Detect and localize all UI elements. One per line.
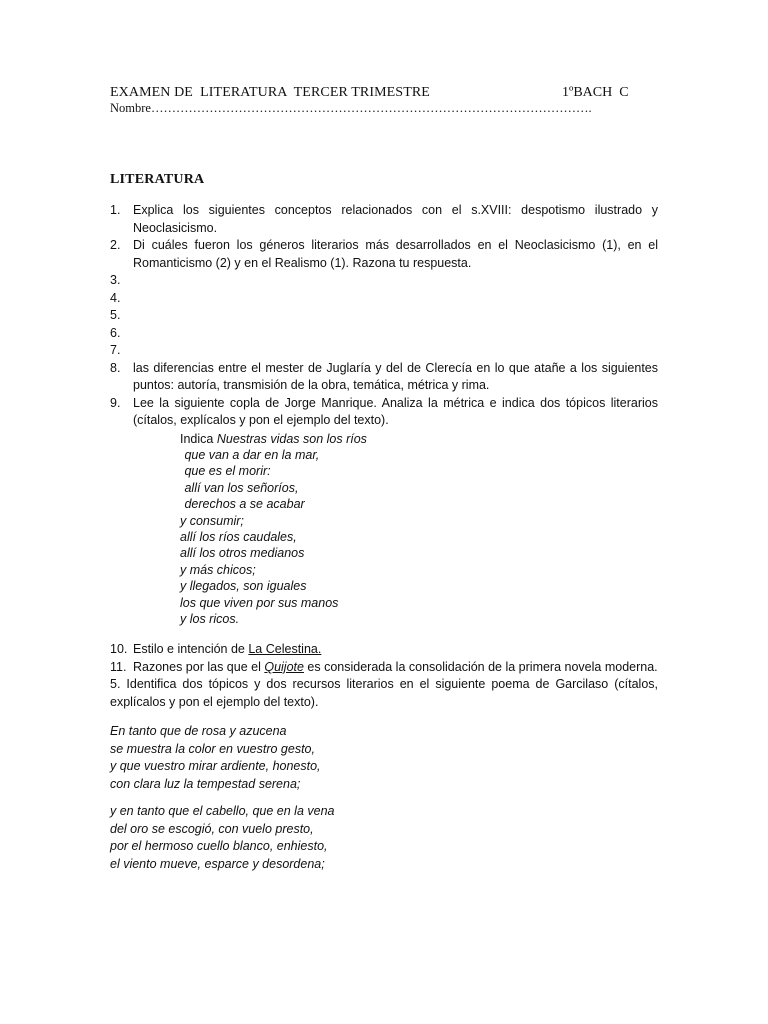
copla-line: allí los otros medianos [180,546,305,561]
question-text-part: es considerada la consolidación de la primera novela moderna. [303,659,658,674]
question-number: 5. [110,308,121,322]
copla-line: y consumir; [180,513,244,528]
question-5-garcilaso: 5. Identifica dos tópicos y dos recursos literarios en el siguiente poema de Garcilaso (cítalos, explícalos y pon el ejemplo del texto). [110,677,658,709]
question-text-part: Estilo e intención de [133,642,249,657]
question-11 [110,659,658,677]
copla-line: los que viven por sus manos [180,595,339,610]
question-text [133,272,658,290]
copla-line: y más chicos; [180,562,256,577]
garcilaso-stanza-1 [110,723,658,793]
question-text [133,290,658,308]
poem-line: el viento mueve, esparce y desordena; [110,856,325,871]
question-6 [110,325,658,343]
question-text [133,342,658,360]
copla-line-text: Nuestras vidas son los ríos [216,431,367,446]
question-4 [110,290,658,308]
copla-line: allí los ríos caudales, [180,529,297,544]
copla-line: que van a dar en la mar, [181,447,320,462]
question-text [133,659,658,677]
garcilaso-stanza-2 [110,803,658,873]
copla-line: y llegados, son iguales [180,579,307,594]
poem-line: se muestra la color en vuestro gesto, [110,741,315,756]
question-9 [110,395,658,430]
question-number: 11. [110,659,127,674]
manrique-copla [180,431,658,628]
poem-line: del oro se escogió, con vuelo presto, [110,821,314,836]
question-2 [110,237,658,272]
question-3 [110,272,658,290]
question-text [133,307,658,325]
question-number: 1. [110,203,121,217]
question-text [133,641,658,659]
question-text: Explica los siguientes conceptos relacionados con el s.XVIII: despotismo ilustrado y Neoclasicismo. [133,203,658,235]
question-5 [110,307,658,325]
question-number: 7. [110,343,121,357]
poem-line: por el hermoso cuello blanco, enhiesto, [110,839,328,854]
question-text: las diferencias entre el mester de Juglaría y del de Clerecía en lo que atañe a los siguientes puntos: autoría, transmisión de la obra, temática, métrica y rima. [133,360,658,392]
name-field[interactable]: Nombre……………………………………………………………………………………………. [110,101,592,115]
poem-line: En tanto que de rosa y azucena [110,724,287,739]
question-text: Lee la siguiente copla de Jorge Manrique. Analiza la métrica e indica dos tópicos literarios (cítalos, explícalos y pon el ejemplo del texto). [133,395,658,427]
question-1 [110,202,658,237]
question-number: 2. [110,238,121,252]
question-10 [110,641,658,659]
question-number: 3. [110,273,121,287]
exam-title: EXAMEN DE LITERATURA TERCER TRIMESTRE [110,85,430,100]
question-8 [110,360,658,395]
question-number: 9. [110,395,121,410]
poem-line: y que vuestro mirar ardiente, honesto, [110,759,321,774]
poem-line: con clara luz la tempestad serena; [110,776,301,791]
copla-line: que es el morir: [181,464,271,479]
question-7 [110,342,658,360]
question-number: 8. [110,360,121,375]
celestina-title: La Celestina. [248,642,322,657]
question-text: Di cuáles fueron los géneros literarios más desarrollados en el Neoclasicismo (1), en el Romanticismo (2) y en el Realismo (1). Razona tu respuesta. [133,238,658,270]
quijote-title: Quijote [264,659,304,674]
copla-line: y los ricos. [180,611,240,626]
class-label: 1ºBACH C [562,85,629,100]
question-number: 6. [110,325,121,340]
copla-line: allí van los señoríos, [181,480,299,495]
question-number: 10. [110,642,128,657]
copla-line: derechos a se acabar [181,497,305,512]
section-title: LITERATURA [110,172,205,187]
copla-prefix: Indica [180,431,217,446]
question-number: 4. [110,290,121,305]
question-text-part: Razones por las que el [133,659,265,674]
question-text [133,325,658,343]
question-list [110,202,658,873]
copla-line [180,431,658,447]
poem-line: y en tanto que el cabello, que en la vena [110,804,335,819]
